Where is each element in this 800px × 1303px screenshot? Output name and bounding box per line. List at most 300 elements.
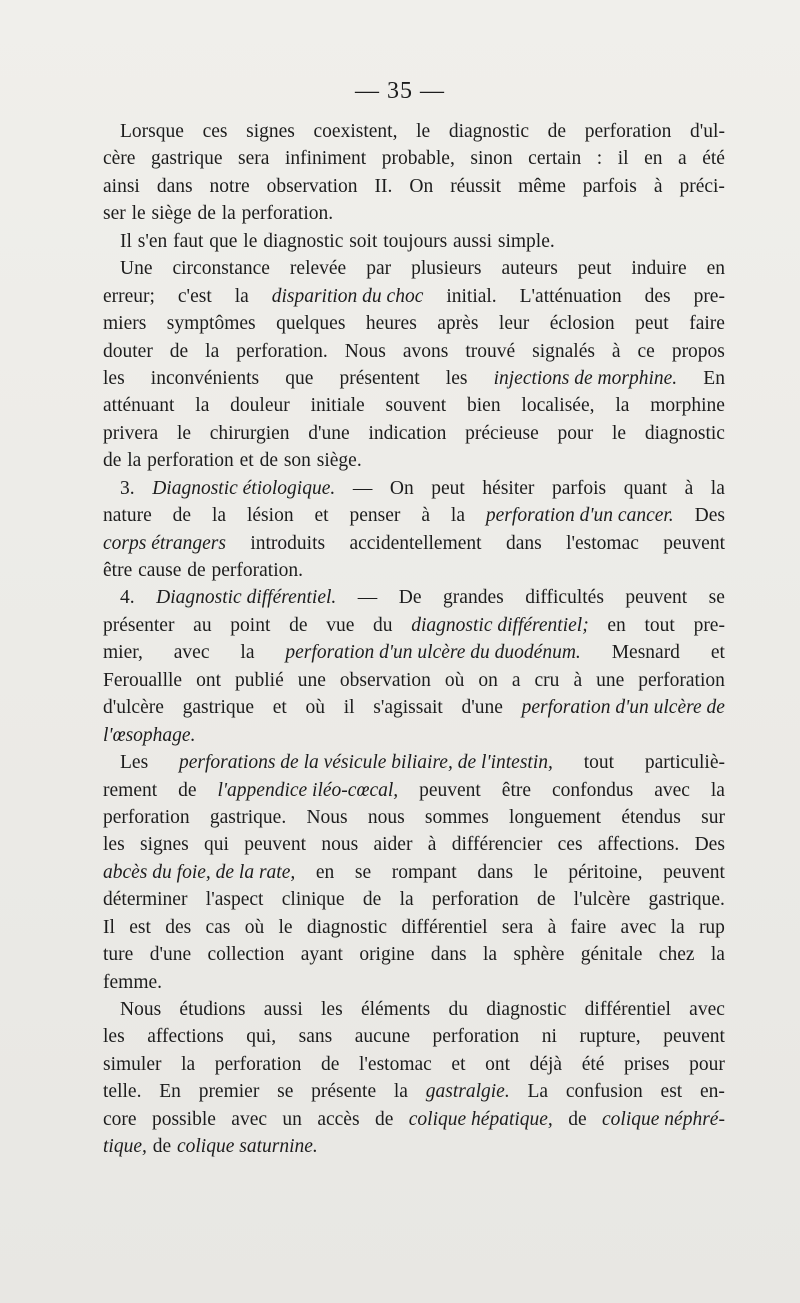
word: ces (202, 121, 228, 142)
word: gastrique (182, 697, 255, 719)
word: nature (103, 505, 152, 527)
word: le (533, 861, 548, 883)
word: rompant (391, 861, 457, 883)
word: core (103, 1108, 137, 1130)
word: réussit (450, 175, 502, 197)
word: auteurs (501, 258, 558, 280)
word: de (536, 889, 556, 911)
word: ayant (300, 944, 343, 966)
word: il (343, 697, 355, 719)
word: les (103, 834, 125, 856)
word: douleur (230, 395, 290, 417)
word: avec (173, 642, 210, 664)
word: parfois (582, 175, 637, 197)
text-line (103, 173, 725, 200)
word: difficultés (525, 587, 604, 609)
word: simple. (497, 230, 555, 252)
word: perforation (147, 450, 234, 472)
word: de (169, 340, 189, 362)
word: de (568, 1108, 587, 1130)
word: pre- (693, 285, 725, 307)
word: notre (209, 175, 250, 197)
word: collection (207, 944, 285, 966)
word: été (581, 1053, 605, 1075)
word: souvent (385, 395, 447, 417)
word: L'atténuation (519, 285, 622, 307)
word: rupture, (579, 1026, 641, 1048)
word: — (357, 587, 378, 609)
text-line (103, 145, 725, 172)
word: Nous (120, 999, 162, 1020)
word: génitale (580, 944, 643, 966)
word: à (653, 175, 663, 197)
word: Des (694, 834, 725, 856)
word: accidentellement (349, 532, 482, 554)
text-line (103, 886, 725, 913)
word: relevée (289, 258, 347, 280)
word: à (421, 505, 430, 527)
word: peuvent (625, 587, 688, 609)
word: qui (204, 834, 229, 856)
word: de (259, 450, 278, 472)
word: trouvé (465, 340, 516, 362)
text-line (103, 392, 725, 419)
word: tout (644, 614, 675, 636)
word: la (710, 477, 725, 499)
word: en (315, 861, 335, 883)
text-line (103, 914, 725, 941)
word: pre- (693, 614, 725, 636)
word: présente (311, 1081, 377, 1103)
text-line (103, 722, 725, 749)
word: la (240, 642, 255, 664)
word: où (244, 916, 265, 938)
word: perforation (432, 1026, 520, 1048)
text-line (103, 1078, 725, 1105)
word: et (451, 1053, 466, 1075)
word: des (644, 285, 671, 307)
word: éléments (360, 999, 431, 1020)
word: perforation (103, 806, 190, 828)
word: perforation. (211, 560, 303, 581)
word: sera (501, 916, 534, 938)
word: femme. (103, 971, 163, 993)
word: atténuant (103, 395, 175, 417)
text-line (103, 447, 725, 474)
word: telle. (103, 1081, 142, 1103)
word: La (527, 1081, 549, 1103)
word: le (278, 916, 293, 938)
word: de (547, 121, 567, 142)
word: de (178, 779, 197, 801)
word: d'une (149, 944, 192, 966)
word: confusion (565, 1081, 643, 1103)
word: avec (654, 779, 690, 801)
word: la (221, 203, 236, 225)
text-line (103, 420, 725, 447)
word: premier (198, 1081, 260, 1103)
text-line (103, 530, 725, 557)
word: ont (196, 669, 221, 691)
word: en (644, 148, 663, 170)
word: par (366, 258, 392, 280)
word: la (399, 889, 414, 911)
text-line (103, 255, 725, 282)
word: perforation d'un ulcère de (521, 697, 725, 719)
word: au (193, 614, 212, 636)
text-line (103, 557, 725, 584)
word: ont (485, 1053, 511, 1075)
word: à (684, 477, 694, 499)
word: la (710, 779, 725, 801)
word: en (706, 258, 725, 280)
word: Lorsque (120, 121, 184, 142)
word: peut (431, 477, 465, 499)
word: sans (298, 1026, 333, 1048)
word: colique néphré- (602, 1108, 725, 1130)
word: en (607, 614, 626, 636)
word: perforation. (236, 340, 328, 362)
word: péritoine, (568, 861, 643, 883)
word: être (103, 560, 133, 581)
word: à (611, 340, 621, 362)
word: rup (698, 916, 725, 938)
word: de (172, 505, 192, 527)
word: l'ulcère (573, 889, 631, 911)
text-line (103, 338, 725, 365)
word: chirurgien (209, 422, 290, 444)
word: les (445, 367, 468, 389)
word: son (283, 450, 311, 472)
word: circonstance (172, 258, 270, 280)
word: de (374, 1108, 394, 1130)
word: la (181, 1053, 196, 1075)
word: éclosion (549, 313, 615, 335)
word: prises (624, 1053, 670, 1075)
word: la (195, 395, 210, 417)
word: différencier (451, 834, 543, 856)
word: l'œsophage. (103, 724, 196, 746)
word: affections (147, 1026, 224, 1048)
word: en- (700, 1081, 725, 1103)
word: aider (373, 834, 413, 856)
word: le (416, 121, 431, 142)
word: Des (694, 505, 725, 527)
word: les (103, 1026, 125, 1048)
word: gastralgie. (425, 1081, 510, 1103)
word: propos (671, 340, 725, 362)
word: où (305, 697, 326, 719)
word: la (205, 340, 220, 362)
word: à (573, 669, 583, 691)
word: cas (205, 916, 231, 938)
word: Une (120, 258, 153, 280)
word: publié (234, 669, 284, 691)
word: est (660, 1081, 683, 1103)
word: a (511, 669, 521, 691)
word: le (176, 422, 192, 444)
word: avec (231, 1108, 268, 1130)
text-line (103, 749, 725, 776)
word: colique hépatique, (408, 1108, 553, 1130)
word: que (209, 230, 238, 252)
word: le (131, 203, 146, 225)
word: sommes (424, 806, 489, 828)
word: Il (120, 230, 132, 252)
text-line (103, 831, 725, 858)
word: localisée, (521, 395, 595, 417)
word: aussi (453, 230, 493, 252)
text-line (103, 859, 725, 886)
page-number: — 35 — (355, 78, 445, 104)
word: perforation (214, 1053, 302, 1075)
word: De (398, 587, 422, 609)
word: faire (570, 916, 607, 938)
word: On (389, 477, 414, 499)
word: certain (528, 148, 582, 170)
word: de (289, 614, 308, 636)
word: et (314, 505, 329, 527)
word: siège (151, 203, 192, 225)
word: diagnostic (486, 999, 567, 1020)
word: plusieurs (411, 258, 482, 280)
word: le (612, 422, 627, 444)
text-line (103, 969, 725, 996)
word: Les (120, 752, 149, 774)
word: que (285, 367, 314, 389)
text-line (103, 1106, 725, 1133)
word: soit (349, 230, 378, 252)
word: rement (103, 779, 158, 801)
word: les (321, 999, 343, 1020)
word: ce (637, 340, 655, 362)
word: de (197, 203, 216, 225)
word: d'ul- (690, 121, 725, 142)
word: se (277, 1081, 294, 1103)
word: peut (635, 313, 669, 335)
word: du (373, 614, 393, 636)
word: peuvent (419, 779, 481, 801)
word: Il (103, 916, 115, 938)
word: pour (689, 1053, 725, 1075)
word: faire (689, 313, 725, 335)
word: chez (658, 944, 695, 966)
word: ser (103, 203, 126, 225)
word: Diagnostic étiologique. (152, 477, 336, 499)
word: la (710, 944, 725, 966)
text-line (103, 941, 725, 968)
word: initial. (446, 285, 497, 307)
word: l'aspect (205, 889, 264, 911)
word: Diagnostic différentiel. (156, 587, 337, 609)
text-line (103, 310, 725, 337)
word: simuler (103, 1053, 162, 1075)
word: quelques (276, 313, 346, 335)
word: la (450, 505, 465, 527)
word: des (165, 916, 192, 938)
word: avec (620, 916, 657, 938)
word: vue (326, 614, 355, 636)
word: a (678, 148, 687, 170)
word: le (243, 230, 258, 252)
word: perforation (432, 889, 519, 911)
word: d'une (308, 422, 350, 444)
word: dans (156, 175, 193, 197)
word: diagnostic (448, 121, 530, 142)
word: Nous (306, 806, 348, 828)
word: : (596, 148, 603, 170)
word: dans (430, 944, 467, 966)
word: gastrique. (209, 806, 287, 828)
word: cère (103, 148, 136, 170)
word: infiniment (284, 148, 367, 170)
word: erreur; (103, 285, 155, 307)
word: la (393, 1081, 408, 1103)
word: du (448, 999, 468, 1020)
word: nous (321, 834, 359, 856)
text-line (103, 996, 725, 1023)
word: on (478, 669, 498, 691)
word: probable, (381, 148, 455, 170)
word: perforations de la vésicule biliaire, de l'intestin, (178, 752, 553, 774)
word: 4. (120, 587, 135, 609)
word: ni (541, 1026, 557, 1048)
word: présentent (339, 367, 420, 389)
word: déterminer (103, 889, 188, 911)
word: diagnostic différentiel; (411, 614, 589, 636)
word: privera (103, 422, 159, 444)
word: après (437, 313, 479, 335)
word: les (103, 367, 125, 389)
word: longuement (509, 806, 602, 828)
text-line (103, 667, 725, 694)
word: diagnostic (306, 916, 388, 938)
word: et (239, 450, 254, 472)
word: 3. (120, 477, 135, 499)
text-line (103, 228, 725, 255)
word: où (444, 669, 465, 691)
text-line (103, 118, 725, 145)
word: induire (631, 258, 687, 280)
word: perforation. (241, 203, 334, 225)
word: peuvent (244, 834, 307, 856)
word: abcès du foie, de la rate, (103, 861, 296, 883)
word: bien (467, 395, 501, 417)
word: et (710, 642, 725, 664)
word: même (518, 175, 566, 197)
text-line (103, 639, 725, 666)
word: aucune (354, 1026, 410, 1048)
word: morphine (650, 395, 725, 417)
word: s'en (137, 230, 168, 252)
word: cause (138, 560, 182, 581)
word: diagnostic (644, 422, 725, 444)
text-line (103, 1023, 725, 1050)
word: la (211, 505, 227, 527)
word: clinique (281, 889, 345, 911)
word: à (547, 916, 557, 938)
word: est (129, 916, 151, 938)
word: tique, (103, 1136, 147, 1158)
word: préci- (679, 175, 725, 197)
word: On (409, 175, 434, 197)
word: toujours (383, 230, 448, 252)
word: peut (577, 258, 612, 280)
word: Ferouallle (103, 669, 183, 691)
word: faut (173, 230, 204, 252)
body-text (103, 118, 725, 1161)
word: peuvent (663, 861, 725, 883)
word: gastrique (151, 148, 223, 170)
word: confondus (551, 779, 634, 801)
word: En (159, 1081, 181, 1103)
word: sinon (470, 148, 513, 170)
word: perforation (638, 669, 725, 691)
word: sur (701, 806, 725, 828)
word: pour (557, 422, 594, 444)
word: En (703, 367, 725, 389)
word: il (617, 148, 629, 170)
word: II. (374, 175, 393, 197)
word: de (187, 560, 206, 581)
text-line (103, 200, 725, 227)
word: la (234, 285, 249, 307)
word: nous (367, 806, 405, 828)
word: cru (534, 669, 560, 691)
word: de (362, 889, 382, 911)
word: s'agissait (373, 697, 443, 719)
word: dans (505, 532, 542, 554)
word: étendus (621, 806, 681, 828)
word: différentiel (401, 916, 488, 938)
word: signes (246, 121, 295, 142)
word: penser (349, 505, 401, 527)
word: parfois (551, 477, 607, 499)
word: signes (139, 834, 189, 856)
text-line (103, 475, 725, 502)
word: douter (103, 340, 153, 362)
word: tout (583, 752, 615, 774)
word: Nous (344, 340, 386, 362)
word: ainsi (103, 175, 140, 197)
text-line (103, 502, 725, 529)
word: sphère (513, 944, 565, 966)
word: introduits (250, 532, 326, 554)
word: hésiter (482, 477, 535, 499)
word: accès (317, 1108, 360, 1130)
word: colique saturnine. (176, 1136, 318, 1158)
word: perforation (584, 121, 672, 142)
word: l'appendice iléo-cœcal, (217, 779, 399, 801)
text-line (103, 1051, 725, 1078)
word: inconvénients (150, 367, 260, 389)
word: qui, (246, 1026, 277, 1048)
word: disparition du choc (271, 285, 424, 307)
word: diagnostic (263, 230, 344, 252)
word: ces (557, 834, 583, 856)
word: peuvent (663, 1026, 725, 1048)
text-line (103, 365, 725, 392)
word: étudions (179, 999, 246, 1020)
word: l'estomac (359, 1053, 432, 1075)
text-line (103, 694, 725, 721)
word: heures (365, 313, 417, 335)
word: de (321, 1053, 340, 1075)
word: signalés (532, 340, 595, 362)
word: initiale (310, 395, 365, 417)
word: injections de morphine. (493, 367, 678, 389)
text-line (103, 777, 725, 804)
